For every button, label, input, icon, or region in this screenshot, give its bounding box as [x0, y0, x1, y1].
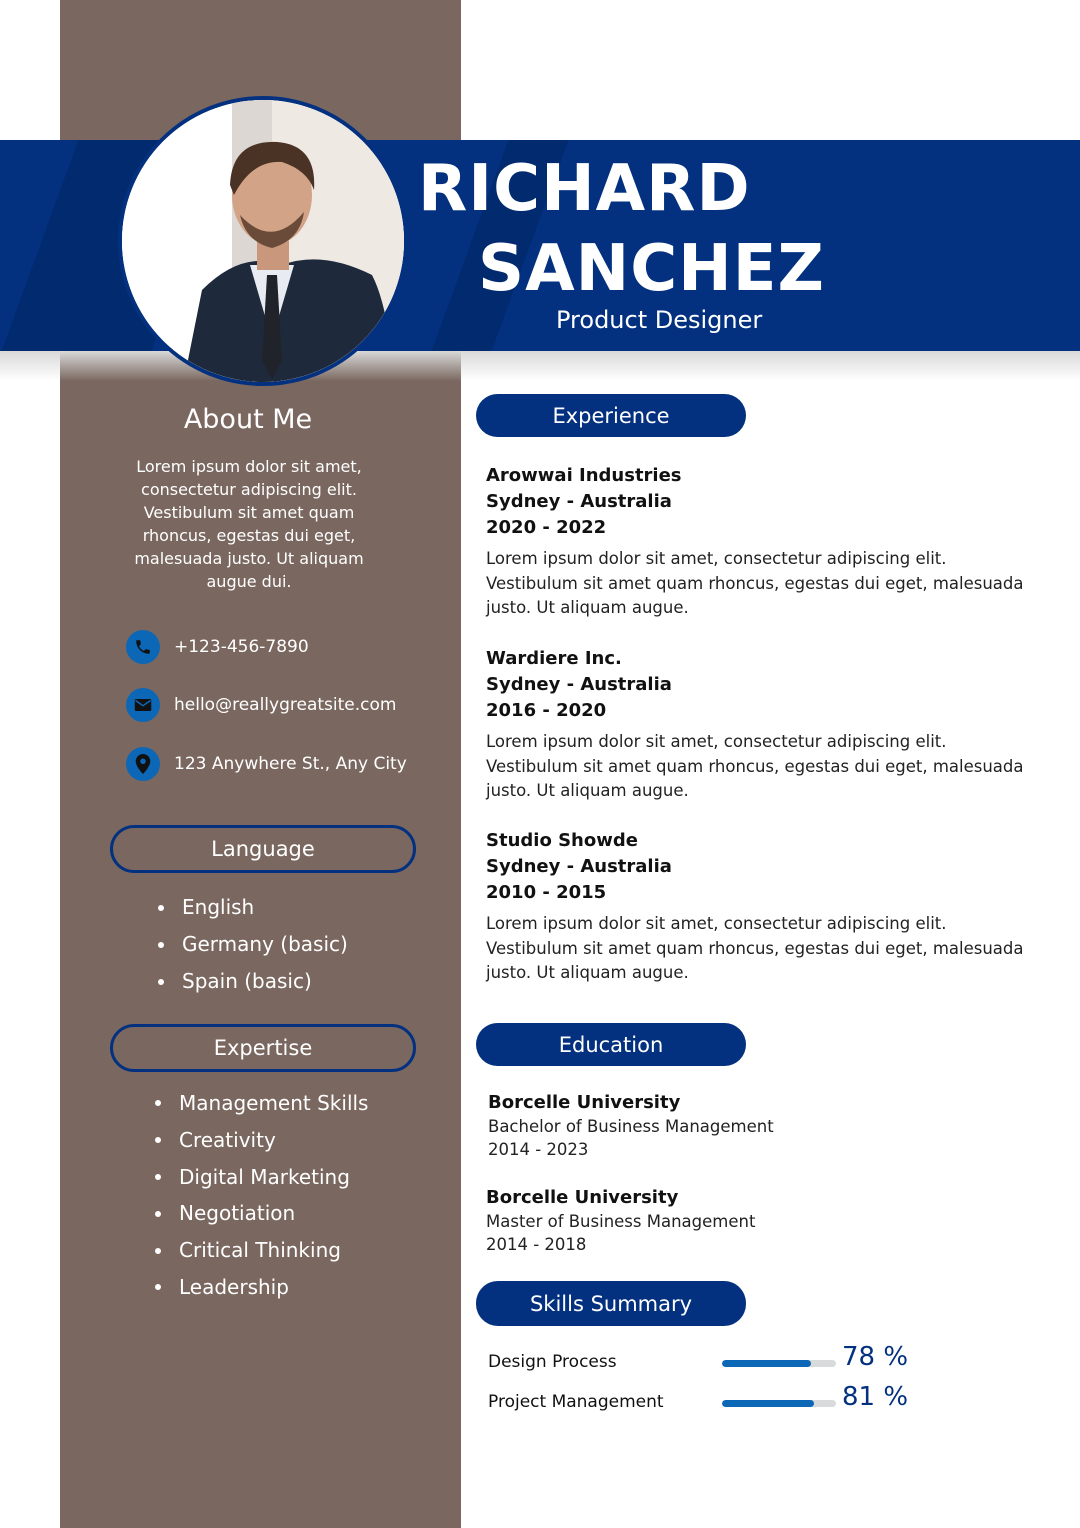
- skill-bar: [722, 1360, 836, 1367]
- list-item: Critical Thinking: [155, 1232, 368, 1269]
- job-title: Product Designer: [556, 306, 763, 334]
- skill-name: Project Management: [488, 1392, 664, 1412]
- contact-address: [126, 747, 407, 781]
- about-text: Lorem ipsum dolor sit amet, consectetur adipiscing elit. Vestibulum sit amet quam rhoncus, egestas dui eget, malesuada justo. Ut aliquam augue dui.: [134, 457, 364, 591]
- banner-shadow: [0, 351, 1080, 381]
- portrait-illustration: [122, 100, 408, 386]
- job-location: Sydney - Australia: [486, 674, 672, 695]
- language-heading: Language: [110, 825, 416, 873]
- skill-row: [488, 1382, 928, 1422]
- skill-percent: 81 %: [842, 1382, 909, 1412]
- skill-bar-fill: [722, 1360, 811, 1367]
- job-description: Lorem ipsum dolor sit amet, consectetur adipiscing elit. Vestibulum sit amet quam rhoncus, egestas dui eget, malesuada justo. Ut aliquam augue.: [486, 549, 1024, 617]
- first-name: RICHARD: [418, 152, 751, 226]
- list-item: Creativity: [155, 1122, 368, 1159]
- job-years: 2010 - 2015: [486, 882, 607, 903]
- education-entry: [488, 1091, 888, 1161]
- education-school: Borcelle University: [486, 1187, 679, 1208]
- profile-photo: [118, 96, 408, 386]
- job-years: 2016 - 2020: [486, 700, 607, 721]
- expertise-list: [155, 1085, 368, 1306]
- job-years: 2020 - 2022: [486, 517, 607, 538]
- job-location: Sydney - Australia: [486, 856, 672, 877]
- email-text: hello@reallygreatsite.com: [174, 695, 397, 715]
- phone-icon: [126, 630, 160, 664]
- list-item: Digital Marketing: [155, 1159, 368, 1196]
- job-description: Lorem ipsum dolor sit amet, consectetur adipiscing elit. Vestibulum sit amet quam rhoncus, egestas dui eget, malesuada justo. Ut aliquam augue.: [486, 914, 1024, 982]
- job-entry: [486, 828, 1026, 986]
- address-text: 123 Anywhere St., Any City: [174, 754, 407, 774]
- education-years: 2014 - 2023: [488, 1140, 589, 1159]
- job-company: Wardiere Inc.: [486, 648, 622, 669]
- location-pin-icon: [126, 747, 160, 781]
- list-item: Leadership: [155, 1269, 368, 1306]
- mail-icon: [126, 688, 160, 722]
- expertise-heading: Expertise: [110, 1024, 416, 1072]
- education-entry: [486, 1186, 886, 1256]
- experience-heading: Experience: [476, 394, 746, 437]
- about-heading: About Me: [183, 404, 313, 435]
- list-item: Management Skills: [155, 1085, 368, 1122]
- last-name: SANCHEZ: [478, 232, 825, 306]
- list-item: English: [158, 889, 348, 926]
- contact-phone: [126, 630, 309, 664]
- phone-text: +123-456-7890: [174, 637, 309, 657]
- education-heading: Education: [476, 1023, 746, 1066]
- skill-bar-fill: [722, 1400, 814, 1407]
- language-list: [158, 889, 348, 1000]
- job-description: Lorem ipsum dolor sit amet, consectetur adipiscing elit. Vestibulum sit amet quam rhoncus, egestas dui eget, malesuada justo. Ut aliquam augue.: [486, 732, 1024, 800]
- list-item: Spain (basic): [158, 963, 348, 1000]
- education-years: 2014 - 2018: [486, 1235, 587, 1254]
- job-company: Studio Showde: [486, 830, 638, 851]
- skills-heading: Skills Summary: [476, 1281, 746, 1326]
- job-company: Arowwai Industries: [486, 465, 682, 486]
- education-school: Borcelle University: [488, 1092, 681, 1113]
- job-entry: [486, 646, 1026, 804]
- skill-row: [488, 1342, 928, 1382]
- list-item: Negotiation: [155, 1195, 368, 1232]
- education-degree: Master of Business Management: [486, 1212, 756, 1231]
- job-entry: [486, 463, 1026, 621]
- list-item: Germany (basic): [158, 926, 348, 963]
- skill-name: Design Process: [488, 1352, 617, 1372]
- contact-email: [126, 688, 396, 722]
- education-degree: Bachelor of Business Management: [488, 1117, 774, 1136]
- job-location: Sydney - Australia: [486, 491, 672, 512]
- skill-bar: [722, 1400, 836, 1407]
- skill-percent: 78 %: [842, 1342, 909, 1372]
